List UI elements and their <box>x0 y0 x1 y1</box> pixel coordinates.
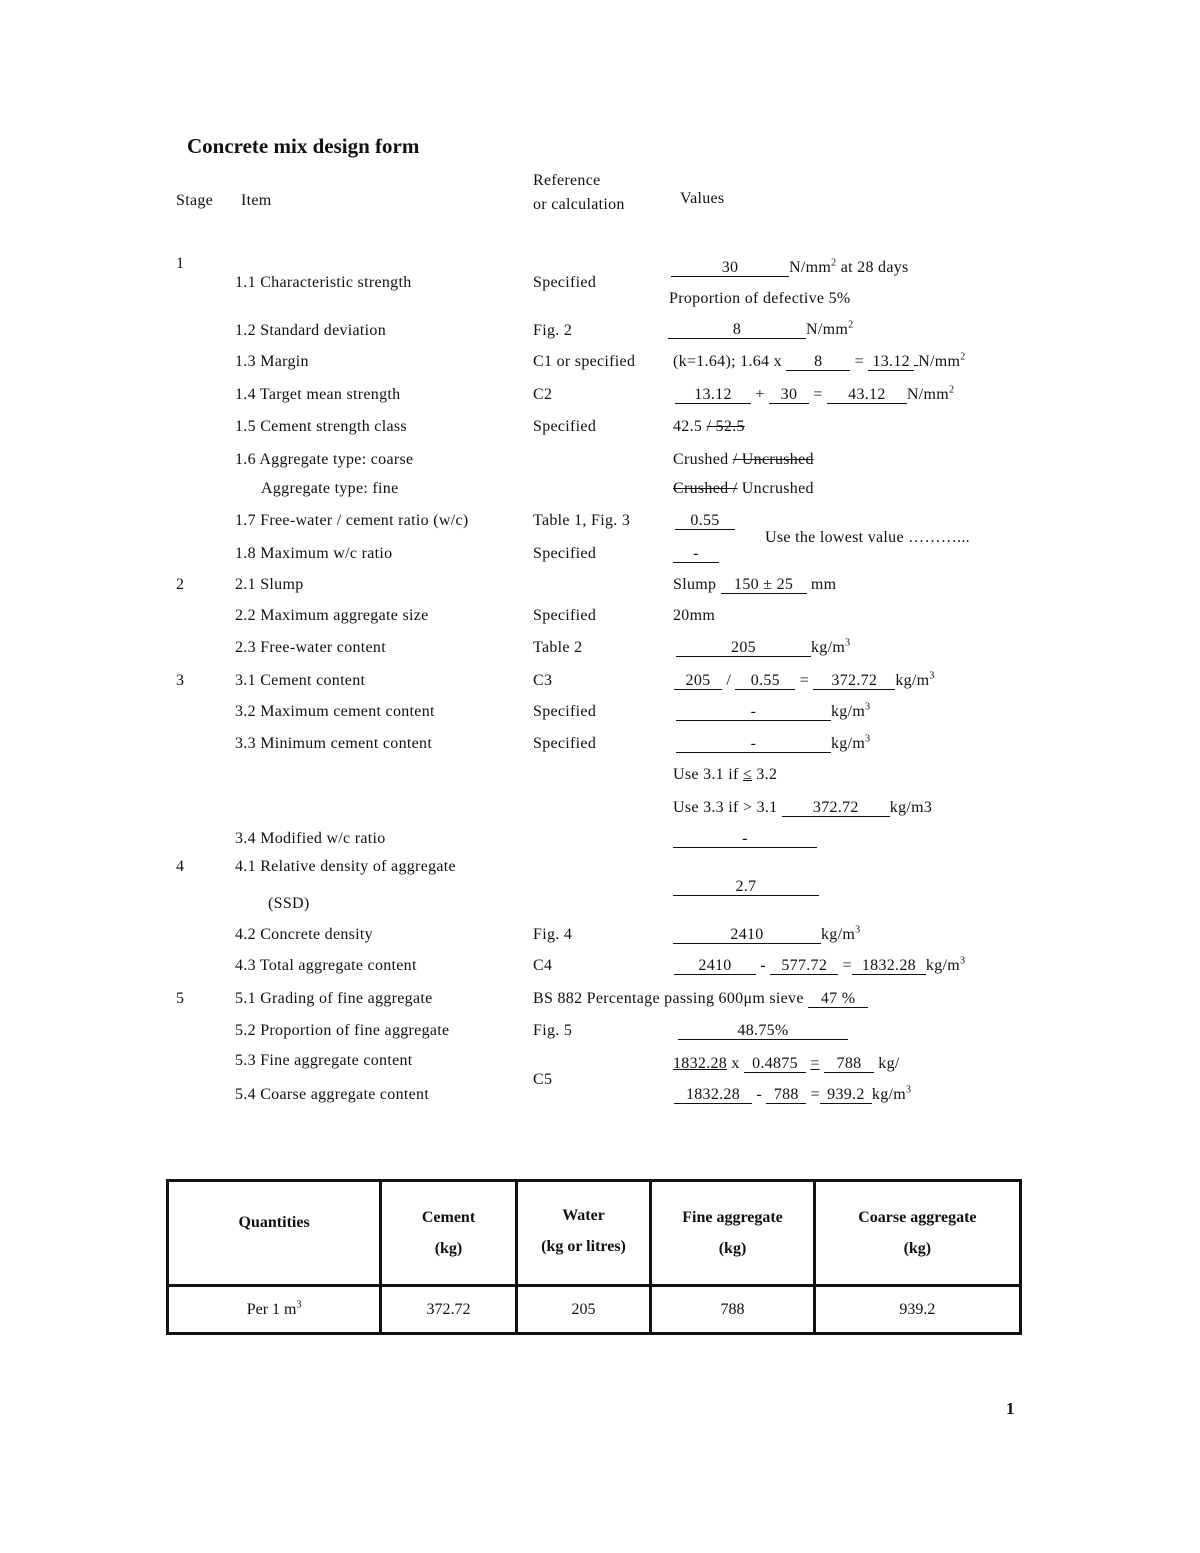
value-3-1: 205 / 0.55 = 372.72 $kg/m^3$ <box>674 671 935 691</box>
ref-4-2: Fig. 4 <box>533 926 573 943</box>
cell-water: 205 <box>516 1286 651 1334</box>
use-lowest-note: Use the lowest value ………... <box>765 529 970 546</box>
item-3-1: 3.1 Cement content <box>235 672 366 689</box>
ref-3-2: Specified <box>533 703 597 720</box>
rule-use-3-3: Use 3.3 if > 3.1 372.72 kg/m3 <box>673 799 933 816</box>
value-2-2: 20mm <box>673 607 716 624</box>
header-item: Item <box>241 192 272 209</box>
item-3-4: 3.4 Modified w/c ratio <box>235 830 386 847</box>
item-5-3: 5.3 Fine aggregate content <box>235 1052 413 1069</box>
header-fine-aggregate: Fine aggregate (kg) <box>651 1181 814 1286</box>
ref-1-4: C2 <box>533 386 553 403</box>
header-coarse-aggregate: Coarse aggregate (kg) <box>814 1181 1020 1286</box>
ref-5-2: Fig. 5 <box>533 1022 573 1039</box>
cell-coarse-aggregate: 939.2 <box>814 1286 1020 1334</box>
ref-2-3: Table 2 <box>533 639 583 656</box>
ref-3-3: Specified <box>533 735 597 752</box>
value-2-1: Slump 150 ± 25 mm <box>673 576 837 593</box>
ref-1-2: Fig. 2 <box>533 322 573 339</box>
item-4-1: 4.1 Relative density of aggregate <box>235 858 456 875</box>
value-5-2: 48.75% <box>678 1021 848 1041</box>
value-4-2: 2410 $kg/m^3$ <box>673 925 860 945</box>
value-1-8: - <box>673 544 719 564</box>
ref-3-1: C3 <box>533 672 553 689</box>
item-3-3: 3.3 Minimum cement content <box>235 735 433 752</box>
value-4-1: 2.7 <box>673 877 819 897</box>
value-1-7: 0.55 <box>675 511 735 531</box>
row-label: Per 1 $m^3$ <box>168 1286 381 1334</box>
item-1-1: 1.1 Characteristic strength <box>235 274 412 291</box>
item-1-5: 1.5 Cement strength class <box>235 418 407 435</box>
value-1-1: 30 $N/mm^2$ at 28 days <box>671 258 909 278</box>
value-field: 30 <box>671 259 789 277</box>
ref-2-2: Specified <box>533 607 597 624</box>
item-1-8: 1.8 Maximum w/c ratio <box>235 545 393 562</box>
ref-1-1: Specified <box>533 274 597 291</box>
page-number: 1 <box>1006 1399 1015 1418</box>
item-3-2: 3.2 Maximum cement content <box>235 703 435 720</box>
page-title: Concrete mix design form <box>187 134 420 158</box>
value-1-2: 8 $N/mm^2$ <box>668 320 853 340</box>
ref-1-7: Table 1, Fig. 3 <box>533 512 631 529</box>
item-2-3: 2.3 Free-water content <box>235 639 386 656</box>
value-1-6: Crushed / Uncrushed <box>673 451 814 468</box>
header-calculation: or calculation <box>533 196 625 213</box>
item-4-1-ssd: (SSD) <box>268 895 310 912</box>
value-3-4: - <box>673 829 817 849</box>
ref-1-8: Specified <box>533 545 597 562</box>
quantities-table <box>166 1179 1022 1335</box>
item-1-6: 1.6 Aggregate type: coarse <box>235 451 414 468</box>
header-cement: Cement (kg) <box>381 1181 517 1286</box>
ref-c5: C5 <box>533 1071 553 1088</box>
item-5-4: 5.4 Coarse aggregate content <box>235 1086 430 1103</box>
ref-1-5: Specified <box>533 418 597 435</box>
header-reference: Reference <box>533 172 601 189</box>
value-5-4: 1832.28 - 788 = 939.2 $kg/m^3$ <box>674 1085 911 1105</box>
item-1-3: 1.3 Margin <box>235 353 309 370</box>
item-1-6-fine: Aggregate type: fine <box>261 480 399 497</box>
header-quantities: Quantities <box>168 1181 381 1286</box>
item-5-1: 5.1 Grading of fine aggregate <box>235 990 433 1007</box>
item-4-2: 4.2 Concrete density <box>235 926 373 943</box>
stage-1: 1 <box>176 255 185 272</box>
value-1-6-fine: Crushed / Uncrushed <box>673 480 814 497</box>
ref-4-3: C4 <box>533 957 553 974</box>
value-1-4: 13.12 + 30 = 43.12 $N/mm^2$ <box>675 385 954 405</box>
ref-1-3: C1 or specified <box>533 353 636 370</box>
stage-4: 4 <box>176 858 185 875</box>
cell-cement: 372.72 <box>381 1286 517 1334</box>
value-4-3: 2410 - 577.72 = 1832.28 $kg/m^3$ <box>674 956 965 976</box>
value-1-1-proportion: Proportion of defective 5% <box>669 290 851 307</box>
rule-use-3-1: Use 3.1 if ≤ 3.2 <box>673 766 778 783</box>
item-1-2: 1.2 Standard deviation <box>235 322 387 339</box>
value-1-3: (k=1.64); 1.64 x 8 = 13.12 $N/mm^2$ <box>673 351 966 370</box>
value-2-3: 205 $kg/m^3$ <box>676 638 850 658</box>
item-1-4: 1.4 Target mean strength <box>235 386 401 403</box>
header-stage: Stage <box>176 192 214 209</box>
value-1-5: 42.5 / 52.5 <box>673 418 745 435</box>
cell-fine-aggregate: 788 <box>651 1286 814 1334</box>
item-1-7: 1.7 Free-water / cement ratio (w/c) <box>235 512 469 529</box>
stage-3: 3 <box>176 672 185 689</box>
value-3-2: - $kg/m^3$ <box>676 702 870 722</box>
table-row <box>168 1286 1021 1334</box>
stage-5: 5 <box>176 990 185 1007</box>
item-2-2: 2.2 Maximum aggregate size <box>235 607 429 624</box>
stage-2: 2 <box>176 576 185 593</box>
header-water: Water (kg or litres) <box>516 1181 651 1286</box>
item-4-3: 4.3 Total aggregate content <box>235 957 417 974</box>
table-header-row <box>168 1181 1021 1286</box>
item-5-2: 5.2 Proportion of fine aggregate <box>235 1022 450 1039</box>
header-values: Values <box>680 190 725 207</box>
value-3-3: - $kg/m^3$ <box>676 734 870 754</box>
value-5-3: 1832.28 x 0.4875 = 788 kg/ <box>673 1055 900 1072</box>
item-2-1: 2.1 Slump <box>235 576 304 593</box>
ref-5-1: BS 882 Percentage passing 600μm sieve 47 % <box>533 989 868 1009</box>
